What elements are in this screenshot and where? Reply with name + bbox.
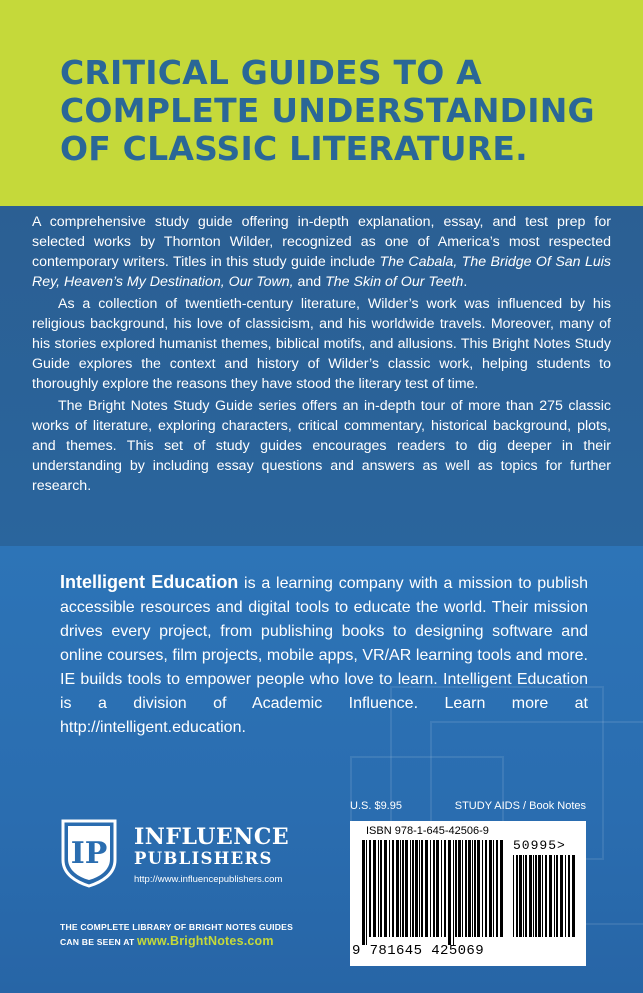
barcode-bar: [410, 840, 411, 937]
barcode-bar: [458, 840, 461, 937]
barcode-bar: [453, 840, 454, 945]
barcode-bar: [565, 855, 566, 937]
barcode-bar: [489, 840, 492, 937]
price: U.S. $9.95: [350, 800, 402, 812]
barcode-bar: [421, 840, 423, 937]
influence-publishers-logo-icon: [60, 818, 118, 888]
description-paragraph-1: A comprehensive study guide offering in-depth explanation, essay, and test prep for selected works by Thornton Wilder, recognized as one of America’s most respected contemporary writers. Titles in this study guide include The Cabala, The Bridge Of San Luis Rey, Heaven’s My Destination, Our Town, and The Skin of Our Teeth.: [32, 214, 611, 290]
ean-code: 9 781645 425069: [352, 943, 485, 959]
barcode-bar: [549, 855, 552, 937]
barcode-bar: [556, 855, 558, 937]
isbn-label: ISBN 978-1-645-42506-9: [366, 825, 489, 837]
ie-name: Intelligent Education: [60, 572, 239, 592]
barcode-bar: [448, 840, 451, 945]
barcode-bar: [472, 840, 473, 937]
brightnotes-link[interactable]: www.BrightNotes.com: [137, 934, 274, 948]
barcode-bar: [545, 855, 547, 937]
barcode-bar: [568, 855, 570, 937]
barcode-bar: [468, 840, 471, 937]
barcode-bar: [419, 840, 420, 937]
description-paragraph-2: As a collection of twentieth-century literature, Wilder’s work was influenced by his religious background, his love of classicism, and his worldwide travels. Moreover, many of his stories explored humanist themes, biblical motifs, and allusions. This Bright Notes Study Guide explores the context and history of Wilder’s classic work, helping students to thoroughly explore the reasons they have stood the literary test of time.: [32, 296, 611, 392]
barcode-bar: [554, 855, 555, 937]
barcode-bar: [405, 840, 408, 937]
svg-text:IP: IP: [70, 836, 108, 871]
barcode-bar: [436, 840, 439, 937]
barcode-bar: [396, 840, 399, 937]
publisher-url: http://www.influencepublishers.com: [134, 874, 283, 885]
barcode-bar: [572, 855, 575, 937]
barcode-bar: [444, 840, 446, 937]
barcode-bar: [496, 840, 498, 937]
barcode-bar: [465, 840, 467, 937]
library-note: THE COMPLETE LIBRARY OF BRIGHT NOTES GUIDES CAN BE SEEN AT www.BrightNotes.com: [60, 922, 294, 948]
barcode-bar: [366, 840, 367, 945]
barcode-bar: [500, 840, 503, 937]
barcode-bar: [482, 840, 483, 937]
barcode-bar: [402, 840, 404, 937]
barcode-bar: [412, 840, 414, 937]
barcode-bar: [477, 840, 480, 937]
barcode-bar: [373, 840, 376, 937]
barcode-bar: [533, 855, 534, 937]
barcode-bar: [400, 840, 401, 937]
barcode-bar: [455, 840, 457, 937]
description: [32, 212, 611, 498]
title-list: The Cabala, The Bridge Of San Luis Rey, Heaven’s My Destination, Our Town,: [32, 254, 611, 290]
price-row: [350, 800, 586, 816]
barcode-bar: [485, 840, 487, 937]
barcode-bar: [392, 840, 394, 937]
barcode-bar: [389, 840, 390, 937]
barcode-bar: [384, 840, 387, 937]
barcode-bar: [362, 840, 365, 945]
addon-code: 50995>: [513, 838, 566, 853]
title-last: The Skin of Our Teeth: [325, 274, 464, 290]
category: STUDY AIDS / Book Notes: [454, 800, 586, 812]
publisher-name: INFLUENCE PUBLISHERS: [134, 824, 290, 868]
barcode-bar: [369, 840, 371, 937]
barcode-bar: [474, 840, 476, 937]
barcode-bar: [513, 855, 514, 937]
barcode-bar: [529, 855, 532, 937]
barcode-bar: [525, 855, 527, 937]
ean-barcode: [360, 840, 508, 945]
barcode-bar: [538, 855, 541, 937]
barcode-bar: [519, 855, 522, 937]
barcode-bar: [378, 840, 379, 937]
barcode-bar: [441, 840, 442, 937]
barcode-bar: [560, 855, 563, 937]
barcode-bar: [535, 855, 537, 937]
barcode-bar: [462, 840, 463, 937]
addon-barcode: [511, 855, 579, 945]
barcode-bar: [516, 855, 518, 937]
barcode-bar: [425, 840, 428, 937]
barcode-bar: [523, 855, 524, 937]
headline: CRITICAL GUIDES TO A COMPLETE UNDERSTANDING OF CLASSIC LITERATURE.: [60, 53, 595, 168]
barcode: [350, 821, 586, 966]
barcode-bar: [430, 840, 431, 937]
description-paragraph-3: The Bright Notes Study Guide series offers an in-depth tour of more than 275 classic works of literature, exploring characters, critical commentary, historical background, plots, and themes. This set of study guides encourages readers to dig deeper in their understanding by including essay questions and answers as well as topics for further research.: [32, 398, 611, 494]
barcode-bar: [493, 840, 494, 937]
intelligent-education-blurb: Intelligent Education is a learning company with a mission to publish accessible resources and digital tools to educate the world. Their mission drives every project, from publishing books to designing software and online courses, film projects, mobile apps, VR/AR learning tools and more. IE builds tools to empower people who love to learn. Intelligent Education is a division of Academic Influence. Learn more at http://intelligent.education.: [60, 572, 588, 736]
barcode-bar: [380, 840, 382, 937]
barcode-bar: [415, 840, 418, 937]
barcode-bar: [433, 840, 435, 937]
barcode-bar: [542, 855, 543, 937]
